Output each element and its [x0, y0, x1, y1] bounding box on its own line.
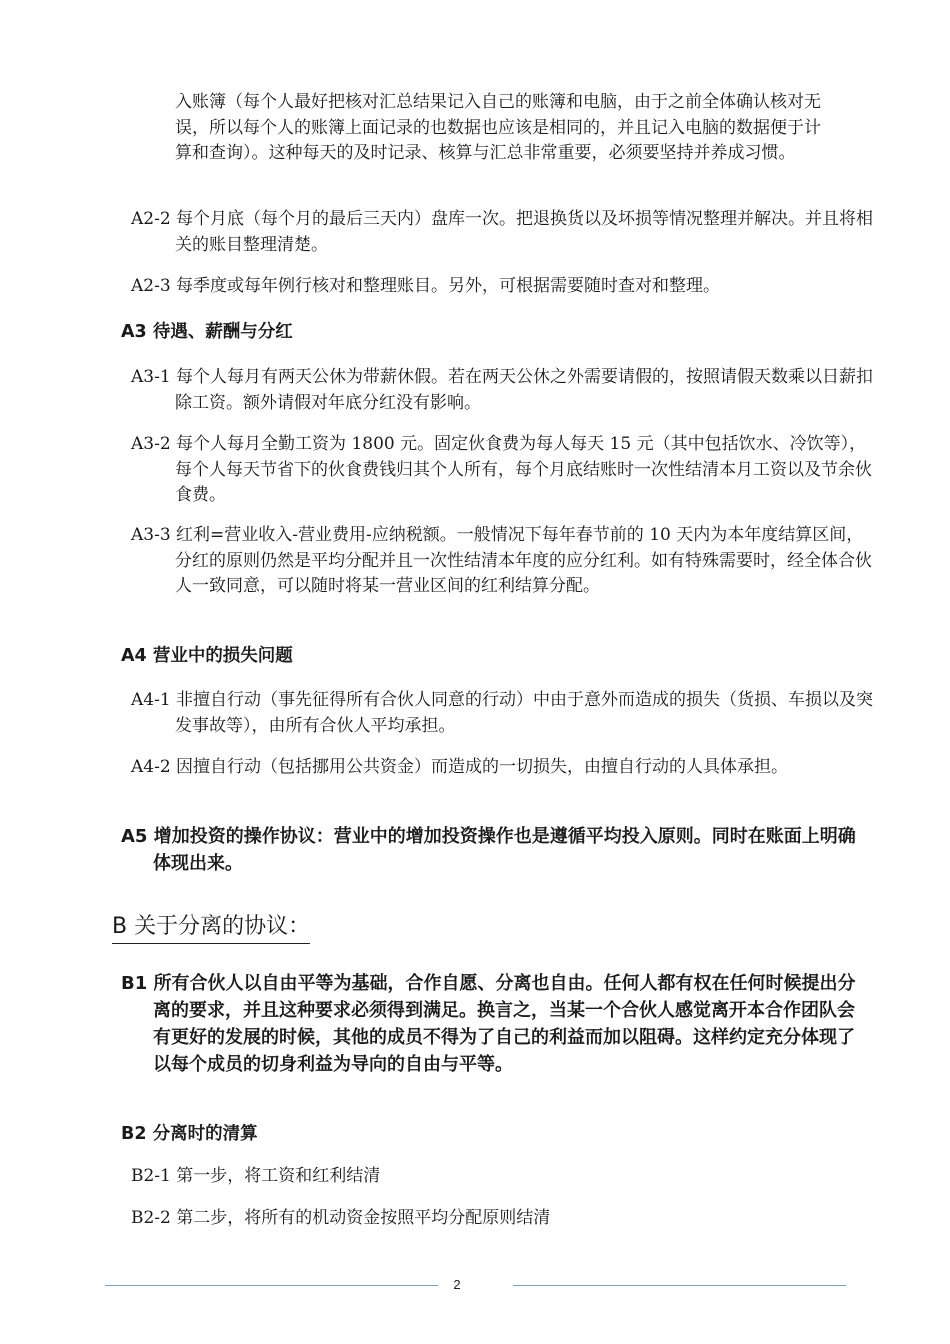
section-heading-a4: A4 营业中的损失问题	[121, 646, 293, 666]
footer-divider-left	[105, 1285, 438, 1286]
paragraph-a2-1-continuation: 入账簿（每个人最好把核对汇总结果记入自己的账簿和电脑，由于之前全体确认核对无误，所以每个人的账簿上面记录的也数据也应该是相同的，并且记入电脑的数据便于计算和查询）。这种每天的及时记录、核算与汇总非常重要，必须要坚持并养成习惯。	[175, 92, 821, 163]
clause-b2-2: B2-2 第二步，将所有的机动资金按照平均分配原则结清	[131, 1208, 551, 1228]
clause-a2-2: A2-2 每个月底（每个月的最后三天内）盘库一次。把退换货以及坏损等情况整理并解决。并且将相关的账目整理清楚。	[131, 209, 874, 255]
section-heading-a3: A3 待遇、薪酬与分红	[121, 322, 293, 342]
clause-a3-1: A3-1 每个人每月有两天公休为带薪休假。若在两天公休之外需要请假的，按照请假天数乘以日薪扣除工资。额外请假对年底分红没有影响。	[131, 367, 874, 413]
clause-a4-1: A4-1 非擅自行动（事先征得所有合伙人同意的行动）中由于意外而造成的损失（货损、车损以及突发事故等），由所有合伙人平均承担。	[131, 690, 874, 736]
clause-b1: B1 所有合伙人以自由平等为基础，合作自愿、分离也自由。任何人都有权在任何时候提出分离的要求，并且这种要求必须得到满足。换言之，当某一个合伙人感觉离开本合作团队会有更好的发展的时候，其他的成员不得为了自己的利益而加以阻碍。这样约定充分体现了以每个成员的切身利益为导向的自由与平等。	[121, 973, 856, 1075]
footer-divider-right	[513, 1285, 846, 1286]
section-heading-b2: B2 分离时的清算	[121, 1124, 258, 1144]
clause-a5: A5 增加投资的操作协议：营业中的增加投资操作也是遵循平均投入原则。同时在账面上明确体现出来。	[121, 826, 856, 874]
clause-a4-2: A4-2 因擅自行动（包括挪用公共资金）而造成的一切损失，由擅自行动的人具体承担。	[131, 757, 789, 777]
clause-a2-3: A2-3 每季度或每年例行核对和整理账目。另外，可根据需要随时查对和整理。	[131, 276, 721, 296]
clause-a3-2: A3-2 每个人每月全勤工资为 1800 元。固定伙食费为每人每天 15 元（其中包括饮水、冷饮等），每个人每天节省下的伙食费钱归其个人所有，每个月底结账时一次性结清本月工资以及节余伙食费。	[131, 434, 872, 505]
clause-b2-1: B2-1 第一步，将工资和红利结清	[131, 1166, 381, 1186]
section-heading-b: B 关于分离的协议：	[112, 912, 310, 944]
page-number: 2	[453, 1277, 461, 1292]
clause-a3-3: A3-3 红利=营业收入-营业费用-应纳税额。一般情况下每年春节前的 10 天内为本年度结算区间，分红的原则仍然是平均分配并且一次性结清本年度的应分红利。如有特殊需要时，经全体合伙人一致同意，可以随时将某一营业区间的红利结算分配。	[131, 525, 872, 596]
